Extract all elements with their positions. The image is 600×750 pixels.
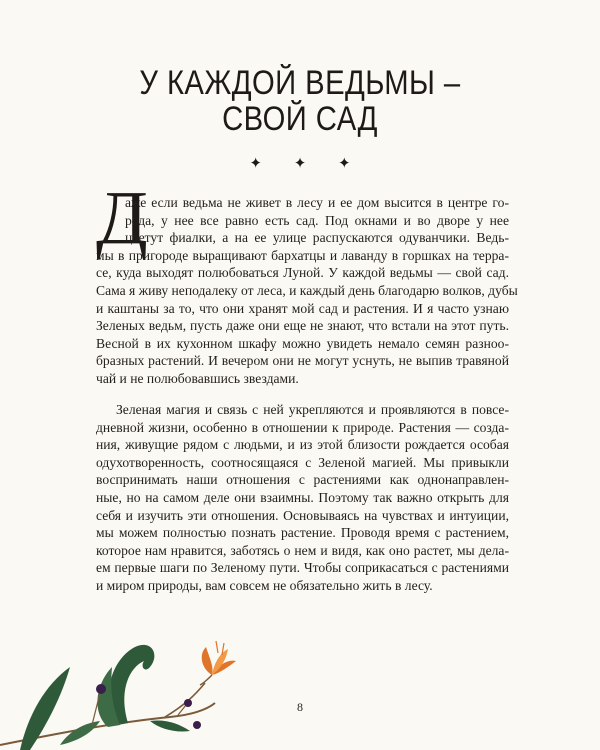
paragraph-1-line: се, куда выходят полюбоваться Луной. У каждой ведьмы — свой сад. [96, 265, 509, 281]
star-ornament-icon: ✦ ✦ ✦ [249, 156, 365, 172]
page-number: 8 [297, 700, 303, 714]
paragraph-1-line: аже если ведьма не живет в лесу и ее дом высится в центре го- [125, 195, 509, 210]
paragraph-1-line: бразных растений. И вечером они не могут уснуть, не выпив травяной [96, 353, 509, 369]
paragraph-2-line: ные, но на самом деле они взаимны. Поэтому так важно открыть для [96, 489, 509, 505]
paragraph-1 [96, 194, 518, 388]
page-title-line-2: СВОЙ САД [222, 100, 378, 138]
paragraph-2-line: себя и изучить эти отношения. Основываясь на чувствах и интуиции, [96, 507, 509, 523]
paragraph-1-line: мы в пригороде выращивают бархатцы и лаванду в горшках на терра- [96, 247, 509, 263]
page-title-line-1: У КАЖДОЙ ВЕДЬМЫ – [139, 64, 461, 102]
paragraph-2-line: которое нам нравится, заботясь о нем и видя, как оно растет, мы дела- [96, 542, 509, 558]
paragraph-2-line: ем первые шаги по Зеленому пути. Чтобы соприкасаться с растениями [96, 560, 509, 576]
lily-flower-icon [200, 641, 236, 685]
paragraph-2-line: воспринимать наши отношения с растениями как однонаправлен- [96, 472, 509, 488]
paragraph-1-line: рода, у нее все равно есть сад. Под окнами и во дворе у нее [125, 212, 509, 228]
paragraph-2-line: мы можем полностью познать растение. Проводя время с растением, [96, 525, 509, 541]
paragraph-2-line: одухотворенность, соотносящаяся с Зеленой магией. Мы привыкли [96, 454, 509, 470]
drop-cap: Д [96, 176, 148, 260]
paragraph-1-line: Весной в их кухонном шкафу можно увидеть немало семян разноо- [96, 335, 509, 351]
paragraph-1-line: цветут фиалки, а на ее улице распускаются одуванчики. Ведь- [125, 230, 509, 246]
paragraph-2-line: ния, живущие рядом с людьми, и из этой близости рождается особая [96, 437, 509, 453]
paragraph-2-line: и миром природы, вам совсем не обязательно жить в лесу. [96, 577, 433, 593]
paragraph-1-line: Сама я живу неподалеку от леса, и каждый день благодарю волков, дубы [96, 282, 518, 298]
paragraph-2-line: Зеленая магия и связь с ней укрепляются и проявляются в повсе- [116, 402, 509, 417]
small-leaf-icon [150, 720, 190, 731]
paragraph-1-line: чай и не полюбовавшись звездами. [96, 370, 299, 386]
paragraph-2 [96, 401, 509, 595]
botanical-vine-illustration [0, 605, 260, 750]
paragraph-1-line: и каштаны за то, что они хранят мой сад и растения. И я часто узнаю [96, 300, 509, 316]
paragraph-1-line: Зеленых ведьм, пусть даже они еще не знают, что встали на этот путь. [96, 318, 509, 334]
paragraph-2-line: дневной жизни, особенно в отношении к природе. Растения — созда- [96, 419, 509, 435]
